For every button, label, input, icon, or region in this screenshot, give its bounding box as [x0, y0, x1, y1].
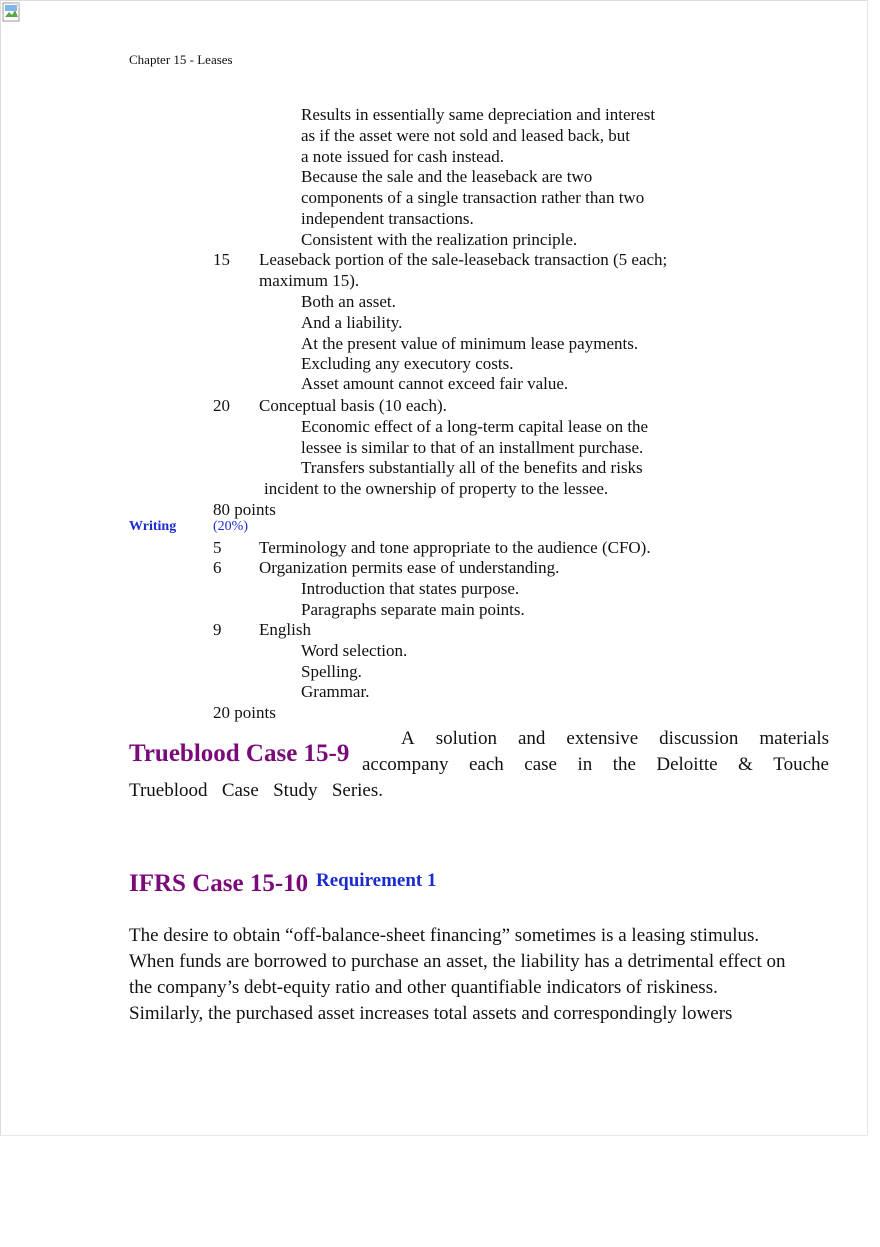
outline-line: Results in essentially same depreciation and interest	[301, 105, 656, 124]
conceptual-item: Economic effect of a long-term capital lease on the	[301, 417, 649, 436]
word: discussion	[659, 728, 739, 749]
outline-line: independent transactions.	[301, 209, 474, 228]
leaseback-item: At the present value of minimum lease payments.	[301, 334, 639, 353]
english-item: Word selection.	[301, 641, 408, 660]
word: the	[612, 754, 636, 775]
organization-text: Organization permits ease of understanding.	[259, 558, 560, 577]
organization-item: Introduction that states purpose.	[301, 579, 520, 598]
leaseback-item: Asset amount cannot exceed fair value.	[301, 374, 569, 393]
leaseback-item: Excluding any executory costs.	[301, 354, 514, 373]
outline-line: Because the sale and the leaseback are two	[301, 167, 593, 186]
conceptual-item-cont: incident to the ownership of property to the lessee.	[264, 479, 609, 498]
word: and	[517, 728, 546, 749]
trueblood-case-title: Trueblood Case 15-9	[129, 740, 350, 767]
word: each	[468, 754, 504, 775]
word: &	[738, 754, 753, 775]
leaseback-item: And a liability.	[301, 313, 403, 332]
content-total: 80 points	[213, 500, 276, 519]
ifrs-paragraph-line: The desire to obtain “off-balance-sheet financing” sometimes is a leasing stimulus.	[129, 925, 760, 946]
conceptual-item: lessee is similar to that of an installment purchase.	[301, 438, 644, 457]
english-item: Grammar.	[301, 682, 370, 701]
leaseback-item: Both an asset.	[301, 292, 396, 311]
writing-percent: (20%)	[213, 519, 248, 534]
trueblood-line-1	[401, 729, 829, 748]
terminology-text: Terminology and tone appropriate to the audience (CFO).	[259, 538, 651, 557]
conceptual-item: Transfers substantially all of the benefits and risks	[301, 458, 643, 477]
outline-line: Consistent with the realization principle.	[301, 230, 578, 249]
outline-line: components of a single transaction rather than two	[301, 188, 645, 207]
organization-item: Paragraphs separate main points.	[301, 600, 525, 619]
word: in	[577, 754, 593, 775]
leaseback-points: 15	[213, 250, 230, 269]
ifrs-paragraph-line: When funds are borrowed to purchase an asset, the liability has a detrimental effect on	[129, 951, 786, 972]
english-points: 9	[213, 620, 222, 639]
running-header: Chapter 15 - Leases	[129, 52, 233, 67]
conceptual-heading: Conceptual basis (10 each).	[259, 396, 447, 415]
organization-points: 6	[213, 558, 222, 577]
leaseback-heading-cont: maximum 15).	[259, 271, 360, 290]
word: accompany	[362, 754, 449, 775]
word: Trueblood	[129, 780, 208, 801]
terminology-points: 5	[213, 538, 222, 557]
trueblood-line-3	[129, 781, 383, 800]
word: Study	[273, 780, 318, 801]
outline-line: as if the asset were not sold and leased back, but	[301, 126, 631, 145]
writing-total: 20 points	[213, 703, 276, 722]
word: extensive	[566, 728, 639, 749]
word: materials	[759, 728, 829, 749]
word: solution	[435, 728, 497, 749]
requirement-label: Requirement 1	[316, 870, 437, 891]
leaseback-heading: Leaseback portion of the sale-leaseback transaction (5 each;	[259, 250, 668, 269]
english-text: English	[259, 620, 311, 639]
conceptual-points: 20	[213, 396, 230, 415]
ifrs-case-title: IFRS Case 15-10	[129, 870, 309, 897]
ifrs-paragraph-line: the company’s debt-equity ratio and other quantifiable indicators of riskiness.	[129, 977, 718, 998]
word: A	[401, 728, 415, 749]
broken-image-icon	[2, 2, 24, 24]
word: Touche	[773, 754, 829, 775]
outline-line: a note issued for cash instead.	[301, 147, 504, 166]
word: case	[524, 754, 557, 775]
ifrs-paragraph-line: Similarly, the purchased asset increases total assets and correspondingly lowers	[129, 1003, 733, 1024]
trueblood-line-2	[362, 755, 829, 774]
writing-label: Writing	[129, 519, 177, 534]
word: Series.	[331, 780, 383, 801]
word: Deloitte	[656, 754, 718, 775]
english-item: Spelling.	[301, 662, 362, 681]
word: Case	[221, 780, 259, 801]
